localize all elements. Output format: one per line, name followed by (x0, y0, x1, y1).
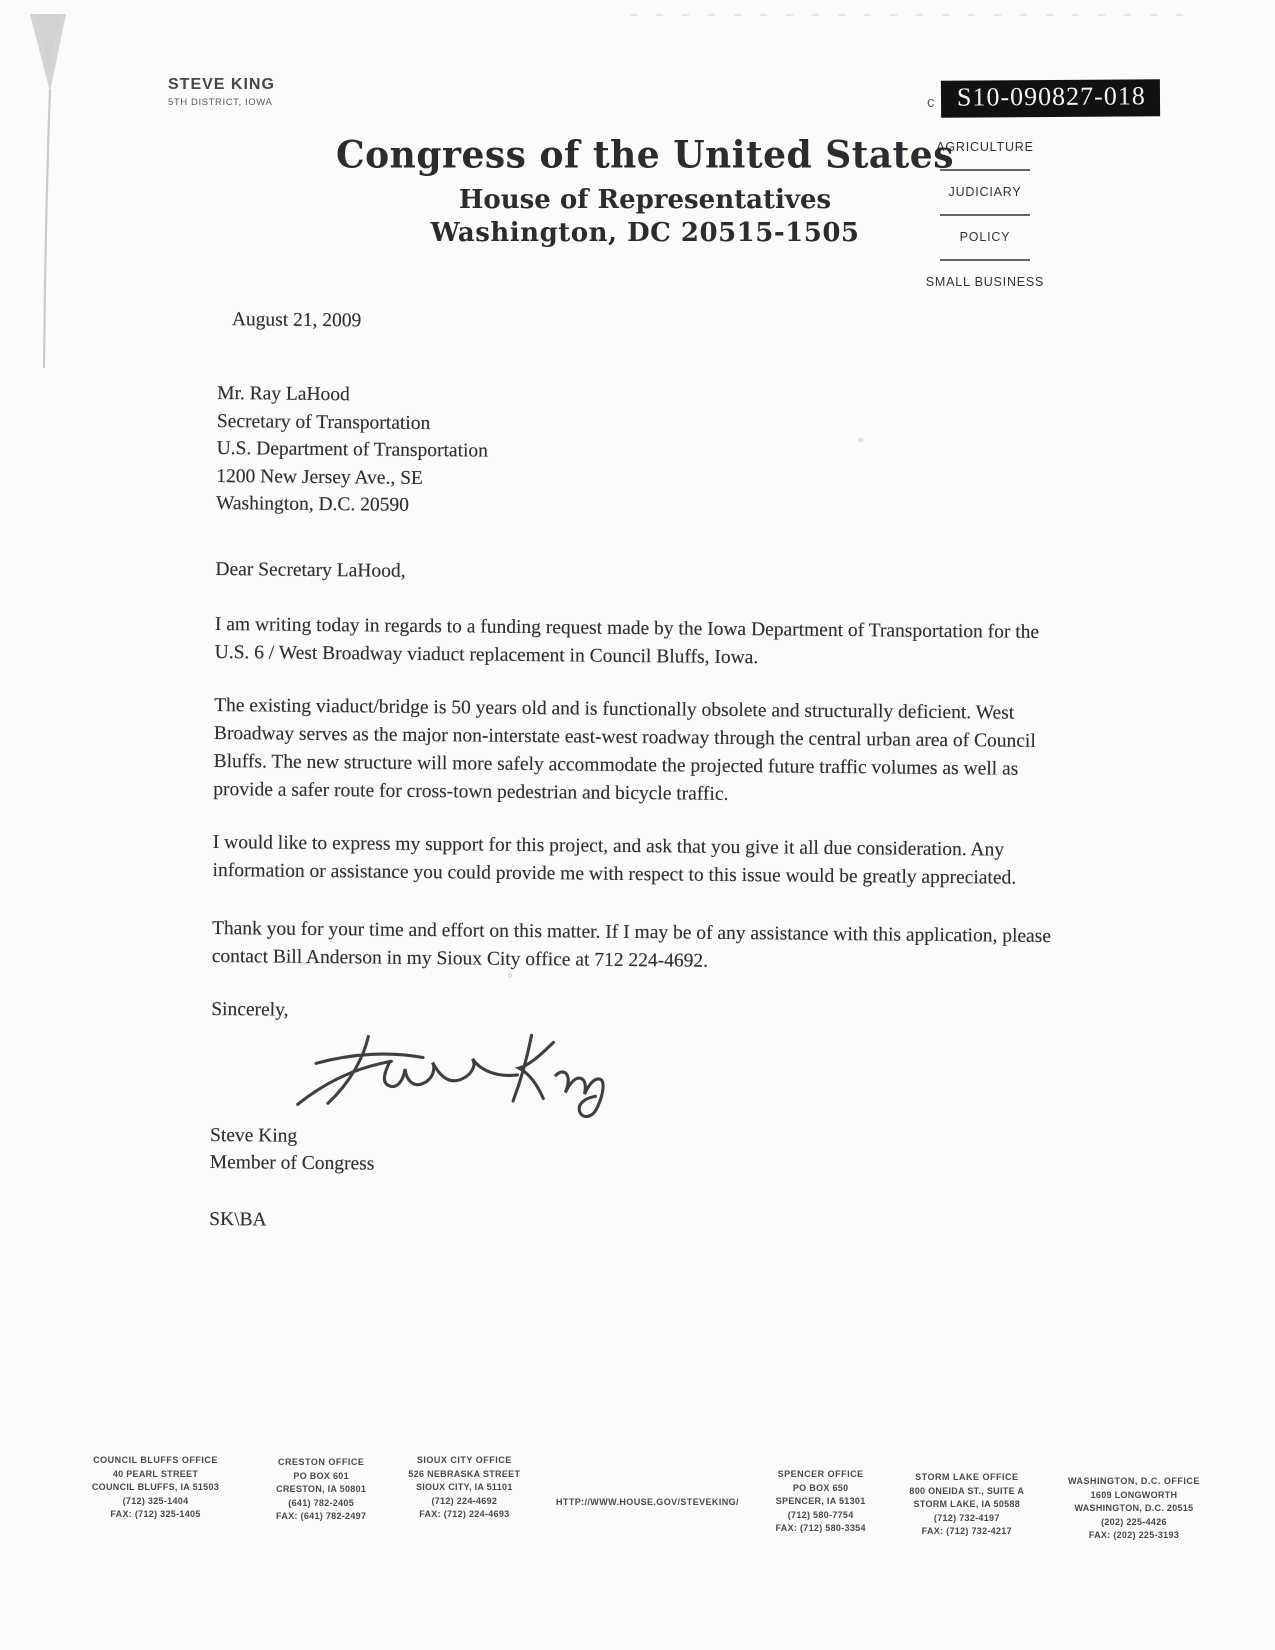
office-name: CRESTON OFFICE (277, 1457, 365, 1467)
paragraph: I would like to express my support for this project, and ask that you give it all due consideration. Any information or assistance you could provide me with respect to this issue would be greatly appreciated. (212, 831, 1017, 889)
stamp-prefix-mark: c (927, 94, 935, 111)
member-district: 5TH DISTRICT, IOWA (168, 97, 273, 108)
letter-body (209, 306, 1060, 1261)
recipient-line: Mr. Ray LaHood (217, 382, 350, 406)
office-line: WASHINGTON, D.C. 20515 (1074, 1503, 1194, 1513)
office-line: (712) 732-4197 (933, 1512, 1000, 1523)
handwritten-signature (216, 1024, 1053, 1128)
committee-divider (940, 259, 1030, 261)
office-line: FAX: (712) 580-3354 (775, 1523, 866, 1533)
office-line: STORM LAKE, IA 50588 (913, 1499, 1021, 1509)
office-line: CRESTON, IA 50801 (276, 1484, 367, 1494)
reference-initials: SK\BA (209, 1208, 267, 1231)
website-url[interactable]: HTTP://WWW.HOUSE.GOV/STEVEKING/ (556, 1497, 739, 1507)
paragraph: I am writing today in regards to a funding request made by the Iowa Department of Transportation for the U.S. 6 / West Broadway viaduct replacement in Council Bluffs, Iowa. (214, 613, 1040, 668)
office-name: SIOUX CITY OFFICE (416, 1455, 512, 1465)
member-identity-block (168, 76, 275, 108)
congressional-letterhead (310, 134, 980, 248)
office-line: PO BOX 650 (792, 1482, 849, 1493)
office-line: FAX: (712) 732-4217 (921, 1526, 1012, 1536)
office-line: FAX: (712) 325-1405 (110, 1509, 201, 1519)
committee-item: SMALL BUSINESS (925, 275, 1045, 289)
office-sioux-city (389, 1454, 539, 1543)
office-line: (712) 325-1404 (122, 1495, 189, 1506)
district-offices-footer (58, 1450, 1220, 1543)
paragraph: Thank you for your time and effort on this matter. If I may be of any assistance with this application, please contact Bill Anderson in my Sioux City office at 712 224-4692. (211, 917, 1052, 972)
letterhead-house-line: House of Representatives (458, 185, 832, 215)
office-line: (202) 225-4426 (1101, 1516, 1167, 1527)
recipient-address-block (216, 380, 1059, 526)
signature-block (210, 1121, 1052, 1183)
recipient-line: U.S. Department of Transportation (216, 437, 489, 462)
office-line: FAX: (641) 782-2497 (276, 1511, 367, 1521)
letterhead-address-line: Washington, DC 20515-1505 (430, 218, 860, 248)
office-line: 526 NEBRASKA STREET (408, 1468, 521, 1479)
recipient-line: Secretary of Transportation (216, 410, 431, 434)
office-spencer (756, 1468, 886, 1543)
office-name: STORM LAKE OFFICE (915, 1472, 1019, 1482)
office-line: 40 PEARL STREET (112, 1468, 199, 1479)
office-name: WASHINGTON, D.C. OFFICE (1068, 1476, 1200, 1486)
office-line: 1609 LONGWORTH (1090, 1489, 1178, 1500)
scan-fold-artifact (0, 0, 120, 400)
office-line: SIOUX CITY, IA 51101 (415, 1482, 513, 1492)
signer-name: Steve King (209, 1124, 298, 1147)
committee-item: JUDICIARY (948, 185, 1022, 199)
office-washington-dc (1048, 1475, 1220, 1543)
letterhead-congress-line: Congress of the United States (336, 133, 954, 177)
closing: Sincerely, (211, 998, 289, 1021)
scan-streak-artifact (630, 14, 1190, 16)
office-line: FAX: (202) 225-3193 (1088, 1530, 1180, 1540)
intake-stamp: S10-090827-018 (941, 79, 1160, 118)
signer-title: Member of Congress (209, 1151, 375, 1175)
office-storm-lake (888, 1471, 1046, 1543)
office-line: PO BOX 601 (293, 1470, 349, 1481)
committee-item: POLICY (959, 230, 1011, 244)
office-line: (712) 580-7754 (787, 1509, 854, 1520)
office-name: SPENCER OFFICE (777, 1469, 864, 1479)
office-line: (641) 782-2405 (288, 1497, 355, 1508)
paragraph: The existing viaduct/bridge is 50 years old and is functionally obsolete and structurally deficient. West Broadway serves as the major non-interstate east-west roadway through the central urban area of Council Bluffs. The new structure will more safely accommodate the projected future traffic volumes as well as provide a safer route for cross-town pedestrian and bicycle traffic. (213, 694, 1036, 805)
office-line: (712) 224-4692 (431, 1495, 498, 1506)
office-creston (255, 1456, 387, 1543)
committee-item: AGRICULTURE (936, 140, 1034, 154)
recipient-line: Washington, D.C. 20590 (216, 492, 410, 516)
salutation: Dear Secretary LaHood, (215, 558, 406, 582)
office-name: COUNCIL BLUFFS OFFICE (93, 1455, 218, 1465)
recipient-line: 1200 New Jersey Ave., SE (216, 465, 423, 489)
office-line: 800 ONEIDA ST., SUITE A (909, 1485, 1025, 1496)
member-name: STEVE KING (168, 76, 275, 93)
office-line: FAX: (712) 224-4693 (419, 1509, 510, 1519)
office-line: COUNCIL BLUFFS, IA 51503 (91, 1482, 220, 1492)
office-line: SPENCER, IA 51301 (775, 1496, 866, 1506)
office-council-bluffs (58, 1454, 253, 1543)
letter-date: August 21, 2009 (231, 309, 362, 332)
